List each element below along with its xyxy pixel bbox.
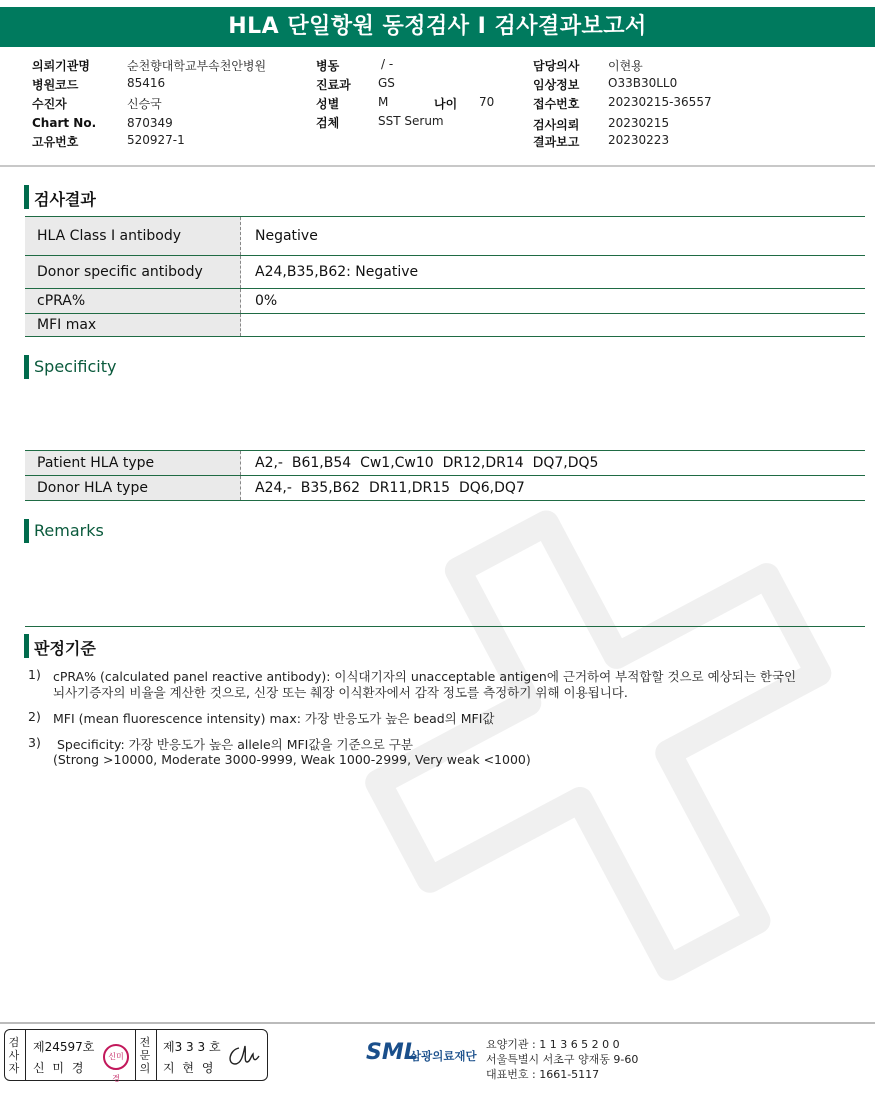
row-value-cell [242, 217, 865, 255]
org-name: 삼광의료재단 [410, 1049, 477, 1063]
patient-label: 수진자 [32, 97, 67, 111]
hospital-code-value: 85416 [127, 76, 166, 90]
report-label: 결과보고 [533, 135, 580, 149]
criteria-heading-label: 판정기준 [34, 639, 96, 658]
receipt-value: 20230215-36557 [608, 95, 712, 109]
table-row [25, 289, 865, 314]
remarks-heading-label: Remarks [34, 521, 104, 540]
row-label: Patient HLA type [37, 455, 155, 471]
report-title: HLA 단일항원 동정검사 I 검사결과보고서 [0, 7, 875, 47]
row-label-cell [25, 256, 241, 288]
row-label-cell [25, 217, 241, 255]
row-label-cell [25, 451, 241, 475]
sex-label: 성별 [316, 97, 340, 111]
phone: 대표번호 : 1661-5117 [486, 1068, 600, 1081]
row-value-cell [242, 256, 865, 288]
ward-value: / - [381, 57, 394, 71]
report-date: 20230223 [608, 133, 670, 147]
row-label-cell [25, 476, 241, 500]
care-code: 요양기관 : 1 1 3 6 5 2 0 0 [486, 1038, 620, 1051]
divider [156, 1030, 157, 1080]
divider [135, 1030, 136, 1080]
criteria-number: 3) [28, 735, 41, 750]
doctor-value: 이현용 [608, 59, 643, 73]
footer-divider [0, 1022, 875, 1024]
sml-logo [366, 1036, 486, 1078]
specimen-value: SST Serum [378, 114, 444, 128]
logo-mark: SML [366, 1040, 418, 1065]
table-row [25, 217, 865, 256]
dept-value: GS [378, 76, 395, 90]
specialist-label: 전문의 [139, 1036, 151, 1075]
row-value: A2,- B61,B54 Cw1,Cw10 DR12,DR14 DQ7,DQ5 [255, 455, 599, 471]
request-label: 검사의뢰 [533, 118, 580, 132]
tester-seal: 신미경 [103, 1044, 129, 1070]
row-label-cell [25, 314, 241, 336]
row-value-cell [242, 451, 865, 475]
tester-label: 검사자 [8, 1036, 20, 1075]
specialist-name: 지 현 영 [163, 1061, 216, 1075]
ward-label: 병동 [316, 59, 340, 73]
contact-info [486, 1037, 638, 1082]
specificity-heading-label: Specificity [34, 357, 117, 376]
specimen-label: 검체 [316, 116, 340, 130]
clinical-label: 임상정보 [533, 78, 580, 92]
criteria-number: 1) [28, 667, 41, 682]
address: 서울특별시 서초구 양재동 9-60 [486, 1053, 639, 1066]
patient-info [0, 56, 875, 152]
criteria-line: (Strong >10000, Moderate 3000-9999, Weak 1000-2999, Very weak <1000) [53, 752, 531, 767]
patient-value: 신승국 [127, 97, 162, 111]
criteria-line: MFI (mean fluorescence intensity) max: 가장 반응도가 높은 bead의 MFI값 [53, 711, 495, 726]
row-label: Donor specific antibody [37, 264, 203, 280]
specialist-number: 제3 3 3 호 [163, 1040, 221, 1054]
table-row [25, 256, 865, 289]
row-value: 0% [255, 293, 278, 309]
row-label: MFI max [37, 317, 97, 333]
chart-label: Chart No. [32, 116, 97, 130]
request-date: 20230215 [608, 116, 670, 130]
heading-bar [24, 634, 29, 658]
dept-label: 진료과 [316, 78, 351, 92]
row-value: A24,B35,B62: Negative [255, 264, 419, 280]
unique-label: 고유번호 [32, 135, 79, 149]
tester-name: 신 미 경 [33, 1061, 86, 1075]
signature-image [225, 1042, 263, 1070]
row-label-cell [25, 289, 241, 313]
signature-box [4, 1029, 268, 1081]
remarks-rule [25, 626, 865, 627]
heading-bar [24, 355, 29, 379]
row-label: HLA Class I antibody [37, 228, 181, 244]
age-label: 나이 [434, 97, 458, 111]
row-label: cPRA% [37, 293, 86, 309]
row-value: Negative [255, 228, 318, 244]
requester-value: 순천향대학교부속천안병원 [127, 59, 267, 73]
criteria-number: 2) [28, 709, 41, 724]
criteria-line: 뇌사기증자의 비율을 계산한 것으로, 신장 또는 췌장 이식환자에서 감작 정도를 측정하기 위해 이용됩니다. [53, 685, 628, 700]
table-row [25, 451, 865, 476]
heading-bar [24, 519, 29, 543]
receipt-label: 접수번호 [533, 97, 580, 111]
results-heading-label: 검사결과 [34, 190, 96, 209]
clinical-value: O33B30LL0 [608, 76, 678, 90]
table-row [25, 476, 865, 501]
table-row [25, 314, 865, 337]
requester-label: 의뢰기관명 [32, 59, 90, 73]
age-value: 70 [479, 95, 495, 109]
divider [25, 1030, 26, 1080]
row-value: A24,- B35,B62 DR11,DR15 DQ6,DQ7 [255, 480, 525, 496]
row-label: Donor HLA type [37, 480, 148, 496]
hospital-code-label: 병원코드 [32, 78, 79, 92]
info-divider [0, 165, 875, 167]
unique-value: 520927-1 [127, 133, 185, 147]
chart-value: 870349 [127, 116, 173, 130]
row-value-cell [242, 289, 865, 313]
sex-value: M [378, 95, 389, 109]
criteria-line: cPRA% (calculated panel reactive antibody): 이식대기자의 unacceptable antigen에 근거하여 부적합할 것으로 예상되는 한국인 [53, 669, 797, 684]
row-value-cell [242, 476, 865, 500]
tester-number: 제24597호 [33, 1040, 95, 1054]
doctor-label: 담당의사 [533, 59, 580, 73]
criteria-line: Specificity: 가장 반응도가 높은 allele의 MFI값을 기준으로 구분 [53, 737, 413, 752]
row-value-cell [242, 314, 865, 336]
heading-bar [24, 185, 29, 209]
